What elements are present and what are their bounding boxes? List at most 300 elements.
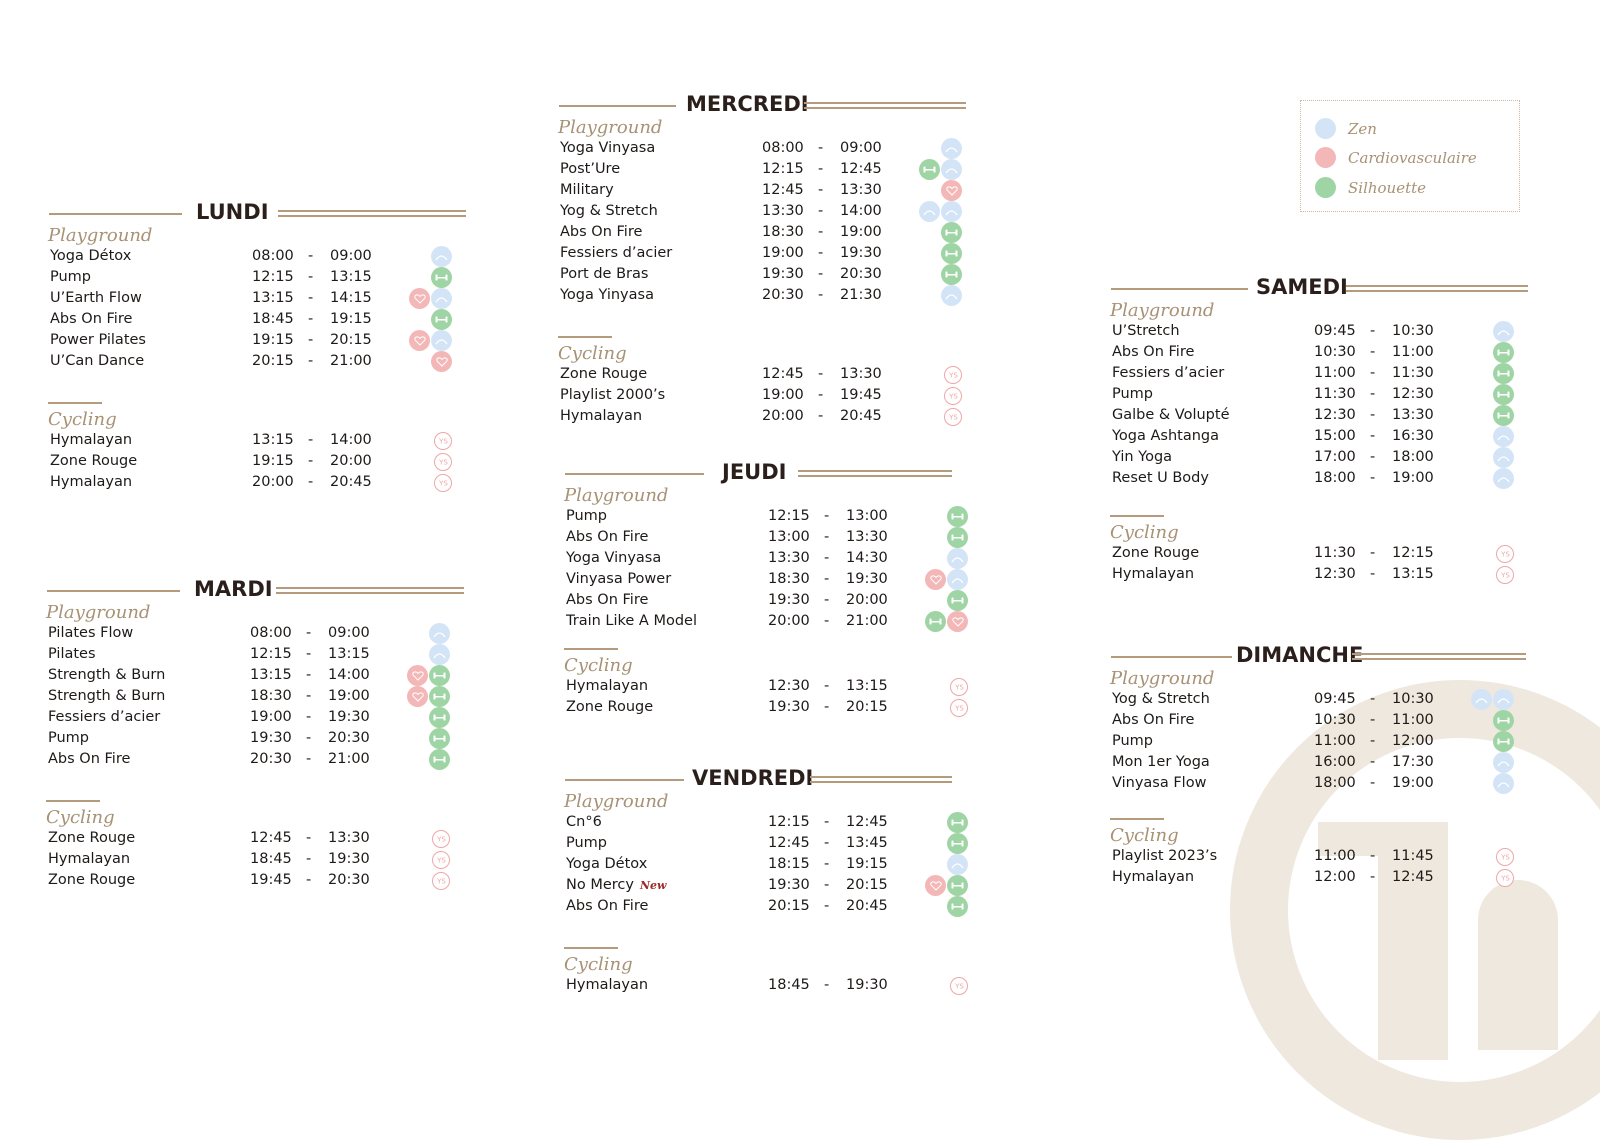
time-separator: -: [818, 387, 824, 403]
svg-text:YS: YS: [948, 371, 958, 380]
class-row: [44, 870, 464, 891]
class-name-cell: [48, 686, 165, 707]
class-name: Power Pilates: [50, 332, 146, 348]
time-separator: -: [824, 571, 830, 587]
cycling-icon: [432, 851, 450, 869]
class-name-cell: [566, 697, 653, 718]
silhouette-icon: [947, 896, 968, 917]
time-separator: -: [818, 408, 824, 424]
header-rule-right: [276, 587, 464, 594]
start-time: 19:30: [768, 592, 810, 608]
time-separator: -: [818, 161, 824, 177]
class-name: Galbe & Volupté: [1112, 407, 1230, 423]
class-name: Abs On Fire: [560, 224, 643, 240]
day-title: SAMEDI: [1256, 275, 1348, 299]
time-separator: -: [1370, 712, 1376, 728]
category-icons: [1464, 731, 1514, 752]
category-icons: [402, 309, 452, 330]
class-name-cell: [1112, 321, 1180, 342]
category-icons: [1464, 564, 1514, 585]
cycling-icon: [1496, 566, 1514, 584]
time-separator: -: [824, 835, 830, 851]
class-row: [1108, 846, 1528, 867]
category-icons: [1464, 321, 1514, 342]
category-icons: [918, 854, 968, 875]
time-separator: -: [308, 353, 314, 369]
class-row: [556, 243, 976, 264]
start-time: 18:30: [768, 571, 810, 587]
start-time: 19:30: [768, 699, 810, 715]
time-separator: -: [818, 140, 824, 156]
start-time: 13:15: [252, 432, 294, 448]
class-row: [46, 288, 466, 309]
class-name-cell: [1112, 752, 1210, 773]
header-rule-right: [1346, 285, 1528, 292]
category-icons: [918, 611, 968, 632]
end-time: 13:30: [846, 529, 888, 545]
class-name: Pump: [1112, 386, 1154, 402]
class-row: [46, 351, 466, 372]
svg-text:YS: YS: [438, 479, 448, 488]
category-icons: [918, 590, 968, 611]
end-time: 16:30: [1392, 428, 1434, 444]
category-icons: [1464, 867, 1514, 888]
class-name-cell: [1112, 405, 1230, 426]
start-time: 20:15: [768, 898, 810, 914]
zen-icon: [1493, 426, 1514, 447]
start-time: 16:00: [1314, 754, 1356, 770]
class-name: Playlist 2000’s: [560, 387, 666, 403]
class-name: Hymalayan: [1112, 869, 1195, 885]
time-separator: -: [1370, 407, 1376, 423]
class-row: [1108, 731, 1528, 752]
end-time: 21:00: [328, 751, 370, 767]
start-time: 12:45: [762, 182, 804, 198]
day-mardi: [44, 575, 464, 891]
class-name-cell: [1112, 773, 1206, 794]
start-time: 08:00: [762, 140, 804, 156]
end-time: 09:00: [840, 140, 882, 156]
class-name: Hymalayan: [50, 432, 133, 448]
class-name: Yin Yoga: [1112, 449, 1173, 465]
cardio-icon: [409, 288, 430, 309]
brand-watermark-blob: [1478, 880, 1558, 1050]
zen-icon: [1493, 752, 1514, 773]
silhouette-icon: [429, 728, 450, 749]
end-time: 20:30: [328, 730, 370, 746]
silhouette-icon: [941, 243, 962, 264]
class-name-cell: [566, 569, 671, 590]
section-cycling: [1108, 818, 1528, 888]
class-name: Pilates: [48, 646, 96, 662]
category-icons: [402, 472, 452, 493]
start-time: 12:30: [1314, 566, 1356, 582]
zen-icon: [941, 201, 962, 222]
class-name: Fessiers d’acier: [560, 245, 673, 261]
class-name-cell: [48, 623, 133, 644]
class-name-cell: [566, 527, 648, 548]
class-name: Yoga Yinyasa: [560, 287, 654, 303]
cycling-icon: [432, 872, 450, 890]
end-time: 13:30: [1392, 407, 1434, 423]
category-icons: [1464, 342, 1514, 363]
legend-label: Zen: [1348, 119, 1377, 138]
class-row: [556, 406, 976, 427]
class-row: [1108, 564, 1528, 585]
start-time: 19:00: [762, 245, 804, 261]
time-separator: -: [818, 245, 824, 261]
zen-icon: [947, 854, 968, 875]
end-time: 19:30: [846, 977, 888, 993]
day-title: JEUDI: [722, 460, 787, 484]
end-time: 20:00: [846, 592, 888, 608]
class-name-cell: [560, 285, 654, 306]
section-label: Cycling: [558, 343, 627, 364]
zen-icon: [919, 201, 940, 222]
category-icons: [1464, 384, 1514, 405]
class-row: [1108, 363, 1528, 384]
category-icons: [402, 351, 452, 372]
category-icons: [400, 749, 450, 770]
end-time: 13:30: [840, 182, 882, 198]
class-row: [44, 828, 464, 849]
class-row: [562, 854, 982, 875]
class-row: [1108, 773, 1528, 794]
class-name-cell: [48, 728, 89, 749]
class-name: Strength & Burn: [48, 688, 166, 704]
cardio-icon: [941, 180, 962, 201]
start-time: 18:00: [1314, 470, 1356, 486]
svg-text:YS: YS: [954, 704, 964, 713]
day-title: VENDREDI: [692, 766, 814, 790]
svg-text:YS: YS: [1500, 550, 1510, 559]
class-name: Abs On Fire: [50, 311, 133, 327]
cardio-icon: [409, 330, 430, 351]
cycling-icon: [434, 474, 452, 492]
end-time: 19:30: [328, 709, 370, 725]
silhouette-icon: [947, 812, 968, 833]
section-cycling: [562, 947, 982, 996]
time-separator: -: [824, 856, 830, 872]
class-name: Yoga Ashtanga: [1112, 428, 1220, 444]
class-name: Yog & Stretch: [560, 203, 658, 219]
start-time: 20:30: [250, 751, 292, 767]
svg-text:YS: YS: [436, 856, 446, 865]
class-row: [1108, 426, 1528, 447]
start-time: 09:45: [1314, 691, 1356, 707]
end-time: 20:00: [330, 453, 372, 469]
end-time: 20:30: [840, 266, 882, 282]
category-icons: [1464, 846, 1514, 867]
category-icons: [402, 288, 452, 309]
category-icons: [400, 870, 450, 891]
class-name: Abs On Fire: [566, 898, 649, 914]
start-time: 19:30: [768, 877, 810, 893]
end-time: 19:30: [846, 571, 888, 587]
end-time: 14:00: [328, 667, 370, 683]
day-header: [556, 90, 976, 118]
end-time: 21:00: [846, 613, 888, 629]
header-rule-left: [49, 213, 182, 215]
cycling-icon: [950, 678, 968, 696]
start-time: 17:00: [1314, 449, 1356, 465]
class-row: [44, 849, 464, 870]
end-time: 13:45: [846, 835, 888, 851]
cycling-icon: [944, 387, 962, 405]
cycling-icon: [434, 453, 452, 471]
day-mercredi: [556, 90, 976, 427]
category-icons: [400, 728, 450, 749]
time-separator: -: [308, 248, 314, 264]
legend-item-silhouette: [1315, 177, 1426, 198]
end-time: 12:45: [846, 814, 888, 830]
class-row: [44, 749, 464, 770]
class-row: [46, 309, 466, 330]
class-name: Hymalayan: [48, 851, 131, 867]
time-separator: -: [824, 529, 830, 545]
cycling-icon: [950, 699, 968, 717]
start-time: 11:00: [1314, 365, 1356, 381]
class-row: [1108, 710, 1528, 731]
silhouette-icon: [1493, 363, 1514, 384]
end-time: 20:45: [330, 474, 372, 490]
section-label: Playground: [46, 602, 151, 623]
section-label: Playground: [564, 791, 669, 812]
class-name: Fessiers d’acier: [48, 709, 161, 725]
section-label: Cycling: [1110, 522, 1179, 543]
class-row: [562, 590, 982, 611]
silhouette-icon: [429, 707, 450, 728]
time-separator: -: [308, 269, 314, 285]
start-time: 12:45: [250, 830, 292, 846]
svg-text:YS: YS: [1500, 571, 1510, 580]
time-separator: -: [306, 625, 312, 641]
class-row: [1108, 405, 1528, 426]
class-name-cell: [566, 548, 661, 569]
section-playground: [562, 792, 982, 917]
category-icons: [918, 548, 968, 569]
cardio-icon: [407, 665, 428, 686]
class-name: U’Stretch: [1112, 323, 1180, 339]
class-name-cell: [1112, 363, 1224, 384]
time-separator: -: [306, 646, 312, 662]
start-time: 12:30: [768, 678, 810, 694]
svg-text:YS: YS: [954, 982, 964, 991]
day-samedi: [1108, 273, 1528, 585]
zen-icon: [1493, 321, 1514, 342]
silhouette-icon: [947, 506, 968, 527]
category-icons: [1464, 689, 1514, 710]
category-icons: [918, 975, 968, 996]
time-separator: -: [824, 592, 830, 608]
class-name: Hymalayan: [560, 408, 643, 424]
class-row: [556, 364, 976, 385]
section-rule: [564, 648, 618, 650]
day-title: MARDI: [194, 577, 273, 601]
start-time: 12:15: [768, 508, 810, 524]
header-rule-left: [1111, 656, 1232, 658]
category-icons: [1464, 752, 1514, 773]
time-separator: -: [1370, 775, 1376, 791]
section-rule: [564, 947, 618, 949]
start-time: 20:30: [762, 287, 804, 303]
class-name: Zone Rouge: [48, 872, 136, 888]
category-icons: [1464, 543, 1514, 564]
category-icons: [912, 364, 962, 385]
cardio-icon: [925, 569, 946, 590]
silhouette-icon: [431, 309, 452, 330]
end-time: 13:15: [846, 678, 888, 694]
start-time: 19:30: [250, 730, 292, 746]
start-time: 19:00: [762, 387, 804, 403]
time-separator: -: [824, 613, 830, 629]
class-row: [562, 676, 982, 697]
cardio-icon: [925, 875, 946, 896]
class-row: [46, 246, 466, 267]
class-name-cell: [50, 246, 131, 267]
silhouette-icon: [429, 686, 450, 707]
end-time: 20:15: [846, 699, 888, 715]
legend-label: Silhouette: [1348, 178, 1427, 197]
category-icons: [1464, 426, 1514, 447]
class-row: [44, 728, 464, 749]
class-row: [562, 697, 982, 718]
section-label: Playground: [48, 225, 153, 246]
start-time: 19:30: [762, 266, 804, 282]
start-time: 15:00: [1314, 428, 1356, 444]
end-time: 13:30: [328, 830, 370, 846]
class-name-cell: [48, 707, 160, 728]
class-name-cell: [1112, 731, 1153, 752]
cardio-icon: [407, 686, 428, 707]
header-rule-right: [804, 102, 966, 109]
category-icons: [402, 330, 452, 351]
class-name-cell: [566, 611, 697, 632]
class-row: [44, 665, 464, 686]
start-time: 19:15: [252, 332, 294, 348]
start-time: 20:00: [768, 613, 810, 629]
zen-icon: [1493, 447, 1514, 468]
class-row: [46, 267, 466, 288]
silhouette-icon: [431, 267, 452, 288]
cardio-icon: [431, 351, 452, 372]
zen-icon: [941, 138, 962, 159]
time-separator: -: [1370, 470, 1376, 486]
section-playground: [562, 486, 982, 632]
time-separator: -: [1370, 449, 1376, 465]
header-rule-left: [47, 590, 180, 592]
time-separator: -: [824, 550, 830, 566]
end-time: 11:00: [1392, 712, 1434, 728]
zen-icon: [1471, 689, 1492, 710]
class-name-cell: [50, 351, 144, 372]
time-separator: -: [1370, 848, 1376, 864]
class-name: Playlist 2023’s: [1112, 848, 1218, 864]
start-time: 12:45: [762, 366, 804, 382]
end-time: 14:15: [330, 290, 372, 306]
cardio-dot-icon: [1315, 147, 1336, 168]
section-rule: [46, 800, 100, 802]
class-name: Yoga Détox: [566, 856, 648, 872]
section-label: Playground: [558, 117, 663, 138]
class-row: [562, 611, 982, 632]
category-icons: [912, 180, 962, 201]
class-name-cell: [560, 264, 648, 285]
class-row: [1108, 342, 1528, 363]
section-cycling: [44, 800, 464, 891]
class-name: Yoga Vinyasa: [560, 140, 656, 156]
start-time: 18:15: [768, 856, 810, 872]
start-time: 11:30: [1314, 386, 1356, 402]
class-name: Pump: [48, 730, 90, 746]
day-header: [562, 458, 982, 486]
zen-icon: [429, 623, 450, 644]
end-time: 13:15: [330, 269, 372, 285]
class-name: Abs On Fire: [566, 529, 649, 545]
start-time: 20:15: [252, 353, 294, 369]
class-name: Reset U Body: [1112, 470, 1209, 486]
silhouette-icon: [925, 611, 946, 632]
class-name: Zone Rouge: [560, 366, 648, 382]
time-separator: -: [1370, 344, 1376, 360]
start-time: 13:30: [762, 203, 804, 219]
class-row: [562, 527, 982, 548]
silhouette-dot-icon: [1315, 177, 1336, 198]
time-separator: -: [1370, 428, 1376, 444]
time-separator: -: [818, 203, 824, 219]
class-row: [562, 896, 982, 917]
class-name-cell: [560, 406, 642, 427]
end-time: 21:30: [840, 287, 882, 303]
class-name-cell: [1112, 426, 1219, 447]
category-icons: [400, 623, 450, 644]
start-time: 18:30: [762, 224, 804, 240]
class-row: [46, 472, 466, 493]
class-row: [1108, 447, 1528, 468]
start-time: 19:00: [250, 709, 292, 725]
time-separator: -: [306, 667, 312, 683]
category-icons: [918, 676, 968, 697]
start-time: 13:15: [250, 667, 292, 683]
cardio-icon: [947, 611, 968, 632]
zen-icon: [431, 330, 452, 351]
class-name: Zone Rouge: [48, 830, 136, 846]
time-separator: -: [306, 751, 312, 767]
time-separator: -: [1370, 691, 1376, 707]
class-name: Yoga Détox: [50, 248, 132, 264]
class-row: [44, 686, 464, 707]
class-name: Zone Rouge: [50, 453, 138, 469]
time-separator: -: [308, 311, 314, 327]
start-time: 12:30: [1314, 407, 1356, 423]
class-row: [562, 833, 982, 854]
time-separator: -: [1370, 545, 1376, 561]
category-icons: [918, 896, 968, 917]
legend-item-zen: [1315, 118, 1377, 139]
time-separator: -: [308, 432, 314, 448]
class-name-cell: [48, 870, 135, 891]
day-title: LUNDI: [196, 200, 269, 224]
class-row: [556, 385, 976, 406]
class-row: [1108, 321, 1528, 342]
class-name: Hymalayan: [566, 678, 649, 694]
category-icons: [402, 430, 452, 451]
svg-text:YS: YS: [438, 437, 448, 446]
class-name: Cn°6: [566, 814, 602, 830]
class-name: Zone Rouge: [1112, 545, 1200, 561]
class-row: [44, 644, 464, 665]
end-time: 20:15: [846, 877, 888, 893]
